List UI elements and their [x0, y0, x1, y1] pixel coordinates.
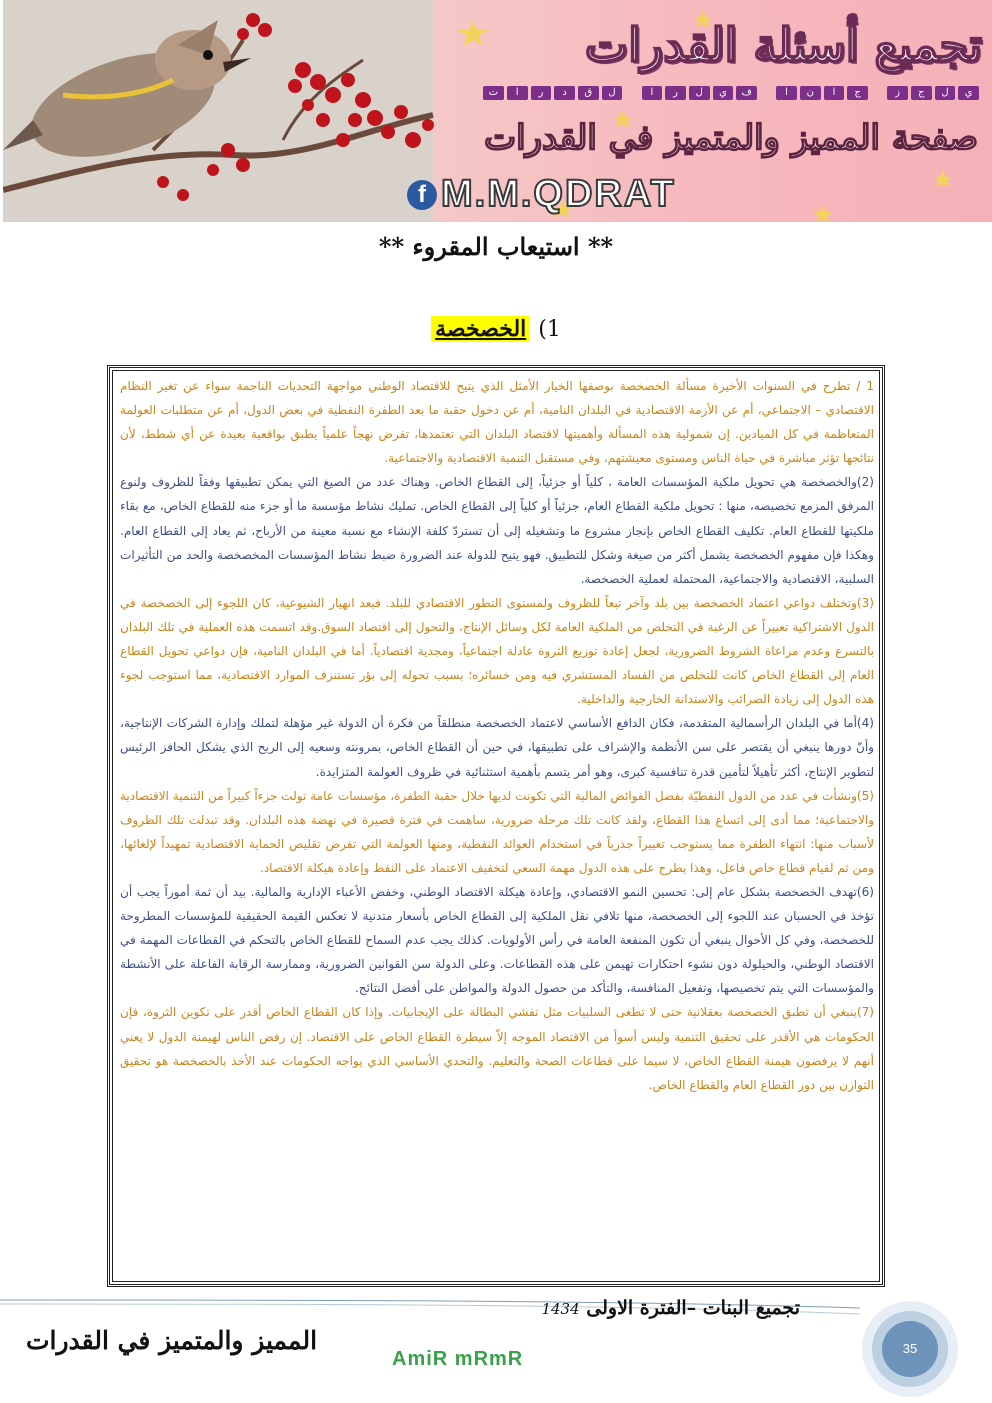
- compile-label: تجميع البنات –الفترة الاولى: [586, 1297, 800, 1319]
- compile-year: 1434: [541, 1300, 580, 1318]
- strip-gap: [871, 86, 884, 100]
- passage-content: [120, 374, 874, 1280]
- header-banner: [3, 0, 992, 222]
- strip-letter: ا: [776, 86, 797, 100]
- passage-paragraph: (7)ينبغي أن تطبق الخصخصة بعقلانية حتى لا تطغى السلبيات مثل تفشي البطالة على الإيجابيات. وإذا كان القطاع الخاص أقدر على تكوين الثروة، فإن الحكومات هي الأقدر على تحقيق التنمية وليس أسوأ من الاقتصاد الموجه إلاّ سيطرة القطاع الخاص على الاقتصاد. إن رفض الناس لهيمنة الدول لا يعني أنهم لا يرفضون هيمنة القطاع الخاص، لا سيما على قطاعات الصحة والتعليم. والتحدي الأساسي الذي يواجه الحكومات عند الأخذ بالخصخصة هو تحقيق التوازن بين دور القطاع العام والقطاع الخاص.: [120, 1005, 874, 1092]
- topic-heading: [432, 312, 560, 346]
- strip-letter: ا: [824, 86, 845, 100]
- banner-subtitle: صفحة المميز والمتميز في القدرات: [484, 118, 978, 158]
- strip-letter: ف: [736, 86, 757, 100]
- strip-letter: ق: [578, 86, 599, 100]
- topic-number: 1): [538, 316, 561, 342]
- passage-paragraph: 1 / تطرح في السنوات الأخيرة مسألة الخصخصة بوصفها الخيار الأمثل الذي يتيح للاقتصاد الوطني مواجهة التحديات الناجمة سواء عن تغير النظام الاقتصادي – الاجتماعي، أم عن الأزمة الاقتصادية في البلدان النامية، أم عن دخول حقبة ما بعد الطفرة النفطية في بعض الدول، أم عن متطلبات العولمة المتعاظمة في كل الميادين. إن شمولية هذه المسألة وأهميتها لاقتصاد البلدان التي تعتمدها، تفرض نهجاً علمياً يطبق بواقعية بعيدة عن أي شطط، لأن نتائجها تؤثر مباشرة في حياة الناس ومستوى معيشتهم، وفي مستقبل التنمية الاقتصادية والاجتماعية.: [120, 379, 874, 466]
- facebook-icon[interactable]: f: [407, 180, 437, 210]
- strip-letter: ي: [713, 86, 734, 100]
- strip-gap: [760, 86, 773, 100]
- strip-letter: ل: [935, 86, 956, 100]
- strip-letter: ي: [958, 86, 979, 100]
- banner-letter-strip: [483, 86, 979, 104]
- footer-compilation: [460, 1297, 800, 1319]
- section-title: ** استيعاب المقروء **: [378, 232, 614, 261]
- passage-paragraph: (2)والخصخصة هي تحويل ملكية المؤسسات العامة ، كلياً أو جزئياً، إلى القطاع الخاص. وهناك عدد من الصيغ التي يمكن تطبيقها وفقاً للظروف ولنوع المرفق المزمع تخصيصه، منها : تحويل ملكية القطاع العام، جزئياً أو كلياً إلى القطاع الخاص. تمليك نشاط مؤسسة ما أو جزء منه للقطاع الخاص، مع بقاء ملكيتها للقطاع العام. تكليف القطاع الخاص بإنجاز مشروع ما وتشغيله إلى أن تستردّ كلفة الإنشاء مع نسبة معينة من الأرباح، ثم يعاد إلى القطاع العام. وهكذا فإن مفهوم الخصخصة يشمل أكثر من صيغة وشكل للتطبيق. فهو يتيح للدولة عند الضرورة ضبط نشاط المؤسسات المخصخصة والحد من التأثيرات السلبية، الاقتصادية والاجتماعية، المحتملة لعملية الخصخصة.: [120, 475, 874, 586]
- strip-letter: ج: [847, 86, 868, 100]
- handle-text: M.M.QDRAT: [441, 173, 676, 215]
- strip-letter: ز: [887, 86, 908, 100]
- passage-paragraph: (6)تهدف الخصخصة بشكل عام إلى: تحسين النمو الاقتصادي، وإعادة هيكلة الاقتصاد الوطني، وخفض الأعباء الإدارية والمالية. بيد أن ثمة أموراً يجب أن تؤخذ في الحسبان عند اللجوء إلى الخصخصة، منها تلافي نقل الملكية إلى القطاع الخاص بأسعار متدنية لا تعكس القيمة الحقيقية للمؤسسات المطروحة للخصخصة، وفي كل الأحوال ينبغي أن تكون المنفعة العامة في رأس الأولويات. كذلك يجب عدم السماح للقطاع الخاص بالتحكم في القطاعات المهمة في الاقتصاد الوطني، والحيلولة دون نشوء احتكارات تهيمن على هذه القطاعات. وعلى الدولة سن القوانين الضرورية، وممارسة الرقابة الفاعلة على الأنشطة والمؤسسات التي يتم تخصيصها، وتفعيل المنافسة، والتأكد من حصول الدولة والمواطن على أفضل النتائج.: [120, 884, 874, 996]
- strip-letter: ا: [642, 86, 663, 100]
- strip-letter: ا: [507, 86, 528, 100]
- passage-paragraph: (4)أما في البلدان الرأسمالية المتقدمة، فكان الدافع الأساسي لاعتماد الخصخصة منطلقاً من فكرة أن الدولة غير مؤهلة لتملك وإدارة الشركات الإنتاجية، وأنّ دورها ينبغي أن يقتصر على سن الأنظمة والإشراف على تطبيقها، في حين أن القطاع الخاص، بمرونته وسعيه إلى الربح الذي يشكل الحافز الرئيس لتطوير الإنتاج، أكثر تأهيلاً لتأمين قدرة تنافسية كبرى، وهو أمر يتسم بأهمية استثنائية في ظروف العولمة المتزايدة.: [120, 716, 874, 779]
- strip-gap: [625, 86, 638, 100]
- social-handle[interactable]: [407, 173, 676, 216]
- strip-letter: ت: [483, 86, 504, 100]
- strip-letter: ج: [911, 86, 932, 100]
- strip-letter: ر: [531, 86, 552, 100]
- strip-letter: ل: [689, 86, 710, 100]
- passage-paragraph: (3)وتختلف دواعي اعتماد الخصخصة بين بلد وآخر تبعاً للظروف ولمستوى التطور الاقتصادي للبلد. فبعد انهيار الشيوعية، كان اللجوء إلى الخصخصة في الدول الاشتراكية تعبيراً عن الرغبة في التخلص من الملكية العامة لكل وسائل الإنتاج، والتحول إلى اقتصاد السوق.وقد اتسمت هذه العملية في تلك البلدان بالتسرع وعدم مراعاة الشروط الضرورية، لجعل إعادة توزيع الثروة عادلة اجتماعياً، ومجدية اقتصادياً. أما في البلدان النامية، فإن دواعي تحويل القطاع العام إلى القطاع الخاص كانت للتخلص من الفساد المستشري فيه ومن خسائره؛ بسبب تحوله إلى بؤر تستنزف الموارد الاقتصادية، مما استوجب لجوء هذه الدول إلى زيادة الضرائب والاستدانة الخارجية والداخلية.: [120, 595, 874, 707]
- page-number: 35: [902, 1341, 918, 1356]
- strip-letter: ن: [800, 86, 821, 100]
- topic-label: الخصخصة: [431, 316, 530, 342]
- footer-author: AmiR mRmR: [392, 1348, 524, 1370]
- banner-title: تجميع أسئلة القدرات: [584, 18, 982, 72]
- strip-letter: ر: [665, 86, 686, 100]
- passage-paragraph: (5)ونشأت في عدد من الدول النفطيّة بفضل الفوائض المالية التي تكونت لديها خلال حقبة الطفرة، مؤسسات عامة تولت جزءاً كبيراً من التنمية الاقتصادية والاجتماعية؛ مما أدى إلى اتساع هذا القطاع، ولقد كانت تلك مرحلة ضرورية، ساهمت في فترة قصيرة في نهضة هذه البلدان. وقد تبدلت تلك الظروف لأسباب منها: انتهاء الطفرة مما يستوجب تغييراً جذرياً في استخدام العوائد النفطية، ومنها العولمة التي تفرض تقليص الحماية الاقتصادية تمهيداً لإلغائها، ومن ثم لقيام قطاع خاص فاعل، وهذا يطرح على هذه الدول مهمة السعي لتخفيف الاعتماد على النفط وإعادة هيكلة الاقتصاد.: [120, 788, 874, 875]
- strip-letter: د: [554, 86, 575, 100]
- strip-letter: ل: [602, 86, 623, 100]
- footer-brand: المميز والمتميز في القدرات: [26, 1326, 318, 1355]
